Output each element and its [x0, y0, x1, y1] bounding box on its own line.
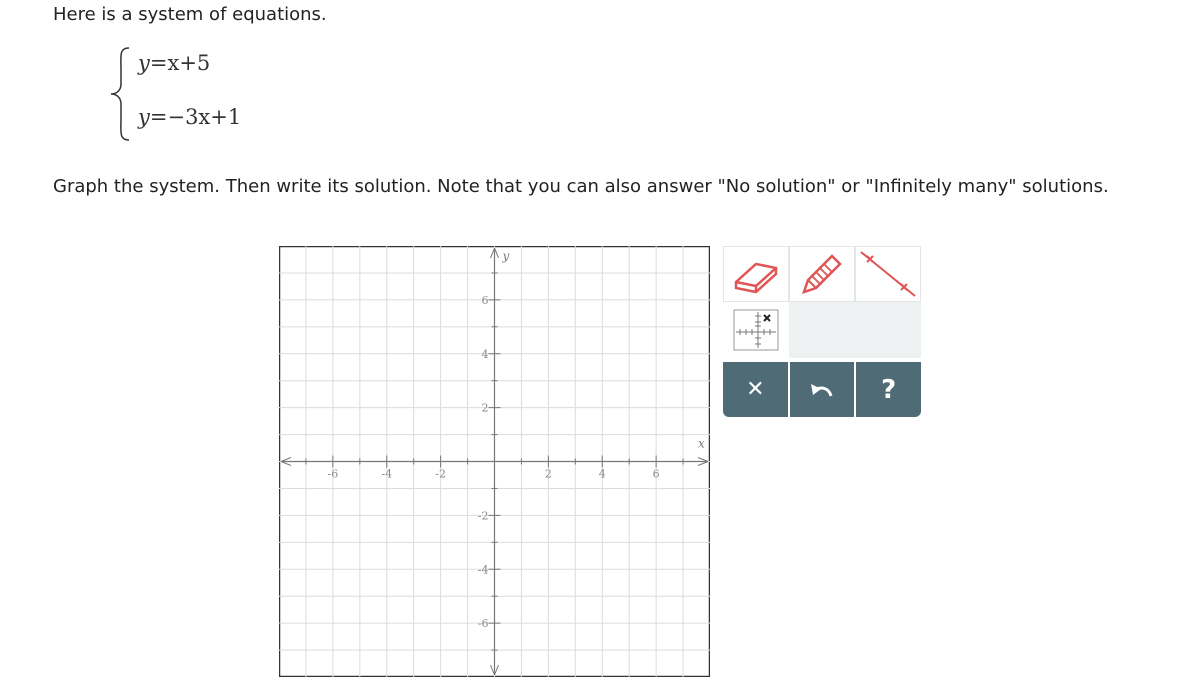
x-tick-label: -4	[381, 467, 393, 481]
x-tick-label: 6	[652, 467, 660, 481]
clear-button[interactable]	[723, 362, 788, 417]
pencil-tool[interactable]	[789, 246, 855, 302]
left-brace	[105, 44, 135, 144]
eraser-tool[interactable]	[723, 246, 789, 302]
y-tick-label: -6	[477, 617, 489, 631]
close-icon: ✕	[746, 377, 765, 402]
point-tool[interactable]	[723, 302, 789, 358]
x-tick-label: -6	[327, 467, 339, 481]
graphing-area[interactable]	[279, 246, 710, 677]
undo-icon	[809, 380, 835, 400]
y-tick-label: 2	[481, 401, 489, 415]
eraser-icon	[728, 254, 784, 294]
line-tool[interactable]	[855, 246, 921, 302]
line-tool-icon	[857, 248, 919, 300]
x-tick-label: 4	[598, 467, 606, 481]
help-icon: ?	[881, 374, 897, 405]
graph-toolbox	[723, 246, 921, 417]
instruction-text: Graph the system. Then write its solution. Note that you can also answer "No solution" or "Infinitely many" solutions.	[53, 176, 1109, 197]
y-axis-label: y	[502, 249, 510, 263]
y-tick-label: 4	[481, 347, 489, 361]
y-tick-label: 6	[481, 293, 489, 307]
action-bar	[723, 362, 921, 417]
x-axis-label: x	[698, 436, 705, 451]
equation-1: y=x+5	[138, 51, 211, 75]
x-tick-label: -2	[435, 467, 446, 481]
equation-2: y=−3x+1	[138, 105, 242, 129]
x-tick-label: 2	[544, 467, 552, 481]
pencil-icon	[794, 252, 850, 296]
toolbox-row-2	[723, 302, 921, 358]
grid-point-icon	[730, 306, 782, 354]
y-tick-label: -4	[477, 563, 489, 577]
intro-text: Here is a system of equations.	[53, 4, 327, 25]
help-button[interactable]	[854, 362, 921, 417]
y-tick-label: -2	[477, 509, 489, 523]
equation-system	[105, 44, 305, 144]
undo-button[interactable]	[788, 362, 855, 417]
